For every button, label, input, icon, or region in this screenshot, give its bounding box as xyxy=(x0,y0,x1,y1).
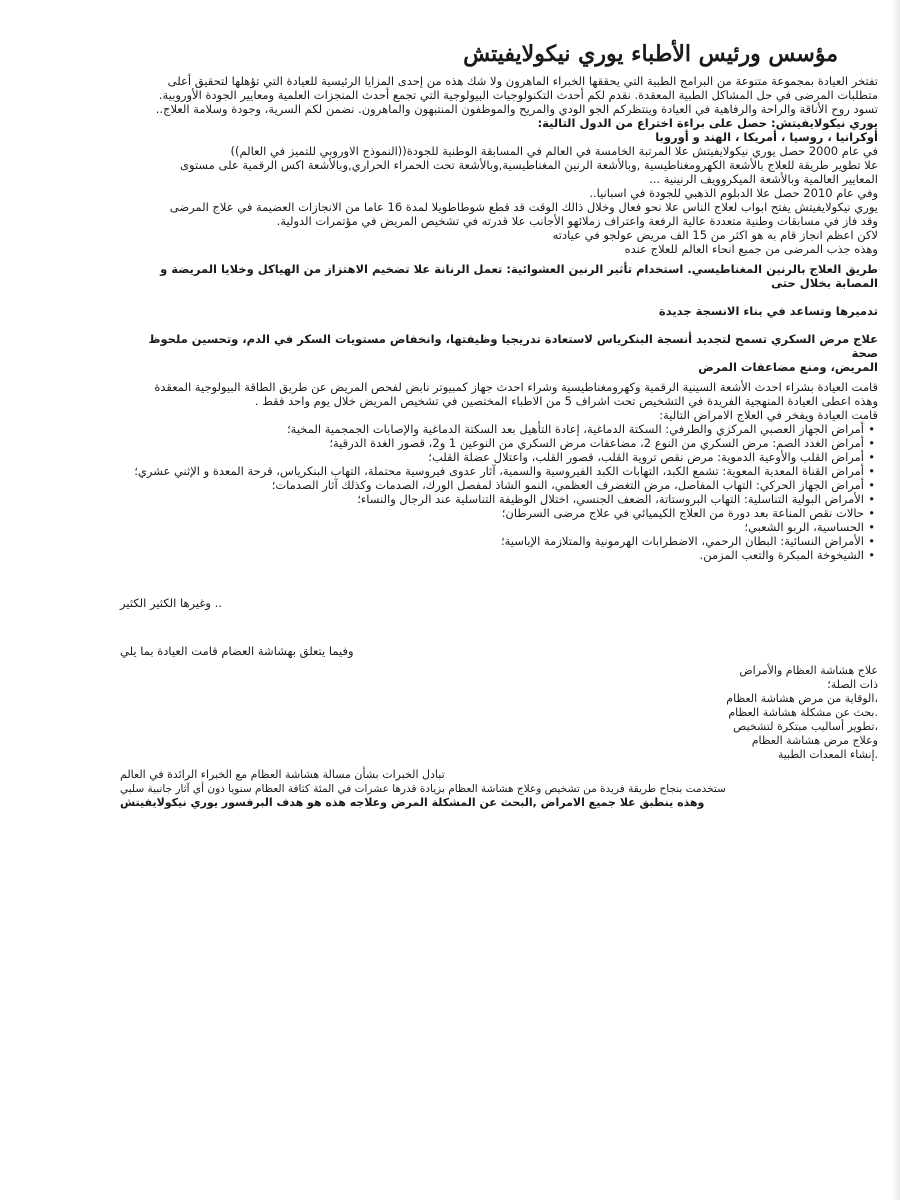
achievement-line: يوري نيكولايفيتش يفتح ابواب لعلاج الناس علا نحو فعال وخلال ذالك الوقت قد قطع شوطاطويلا لمدة 16 عاما من الانجازات العضيمة في علاج المرضى xyxy=(169,200,878,214)
achievement-line: وقد فاز في مسابقات وطنية متعددة عالية الرفعة واعتراف زملائهو الأجانب علا قدرته في تشخيص المريض في مؤتمرات الدولية. xyxy=(276,214,878,228)
resonance-line: طريق العلاج بالرنين المغناطيسي. استخدام تأثير الرنين العشوائية: تعمل الرنانة علا تضخيم الاهتزاز من الهياكل وخلايا المريضة و المصابة بخلال حتى xyxy=(160,262,878,290)
closing-line: تبادل الخبرات بشأن مسالة هشاشة العظام مع الخبراء الرائدة في العالم xyxy=(120,768,445,781)
achievement-line: وفي عام 2010 حصل علا الدبلوم الذهبي للجودة في اسبانيا.. xyxy=(589,186,878,200)
equipment-line: وهذه اعطى العيادة المنهجية الفريدة في التشخيص تحت اشراف 5 من الاطباء المختصين في تشخيص المريض خلال يوم واحد فقط . xyxy=(254,394,878,408)
list-item: • الحساسية، الربو الشعبي؛ xyxy=(120,520,864,534)
patent-countries: أوكرانيا ، روسيا ، أمريكا ، الهند و أوروبا xyxy=(655,130,878,144)
list-item: .بحث عن مشكلة هشاشة العظام xyxy=(728,706,878,719)
intro-line: تفتخر العيادة بمجموعة متنوعة من البرامج الطبية التي يحققها الخبراء الماهرون ولا شك هذه من إحدى المزايا الرئيسية للعيادة التي تؤهلها لتحقيق أعلى xyxy=(167,74,878,88)
list-item: • أمراض القلب والأوعية الدموية: مرض نقص تروية القلب، قصور القلب، واعتلال عضلة القلب؛ xyxy=(120,450,864,464)
achievement-line: في عام 2000 حصل يوري نيكولايفيتش علا المرتبة الخامسة في العالم في المسابقة الوطنية للجودة((النموذج الاوروبي للتميز في العالم)) xyxy=(230,144,878,158)
list-item: ،تطوير أساليب مبتكرة لتشخيص وعلاج مرض هشاشة العظام xyxy=(733,720,878,747)
intro-line: متطلبات المرضى في حل المشاكل الطبية المعقدة. نقدم لكم أحدث التكنولوجيات البيولوجية التي تجمع أحدث المنجزات العلمية ومعايير الجودة الأوروبية. xyxy=(158,88,878,102)
list-item: • أمراض الجهاز الحركي: التهاب المفاصل، مرض التغضرف العظمي، النمو الشاذ لمفصل الورك، الصدمات وكذلك آثار الصدمات؛ xyxy=(120,478,864,492)
page-edge-shadow xyxy=(892,0,900,1200)
list-item: • أمراض الغدد الصم: مرض السكري من النوع 2، مضاعفات مرض السكري من النوعين 1 و2، قصور الغدة الدرقية؛ xyxy=(120,436,864,450)
list-item: • الأمراض البولية التناسلية: التهاب البروستاتة، الضعف الجنسي، اختلال الوظيفة التناسلية عند الرجال والنساء؛ xyxy=(120,492,864,506)
etc-line: .. وغيرها الكثير الكثير xyxy=(120,596,222,610)
closing-line: ستخدمت بنجاح طريقة فريدة من تشخيص وعلاج هشاشة العظام بزيادة قدرها عشرات في المئة كثافة العظام سنويا دون أي آثار جانبية سلبي xyxy=(120,783,726,795)
achievement-line: وهذه جذب المرضى من جميع انحاء العالم للعلاج عنده xyxy=(624,242,878,256)
closing-section xyxy=(120,768,878,810)
list-item: علاج هشاشة العظام والأمراض ذات الصلة؛ xyxy=(739,664,878,691)
achievement-line: لاكن اعظم انجاز قام به هو اكثر من 15 الف مريض عولجو في عيادته xyxy=(552,228,878,242)
equipment-line: قامت العيادة بشراء احدث الأشعة السينية الرقمية وكهرومغناطيسية وشراء احدث جهاز كمبيوتر نابض لفحص المريض عن طريق الطاقة البيولوجية المعقدة xyxy=(154,380,878,394)
equipment-section xyxy=(120,380,878,422)
list-item: .إنشاء المعدات الطبية xyxy=(777,748,878,761)
intro-line: تسود روح الأناقة والراحة والرفاهية في العيادة وينتظركم الجو الودي والمريح والموظفون المنتبهون والماهرون. نضمن لكم السرية، وجودة وسلامة العلاج.. xyxy=(155,102,878,116)
closing-line: وهذه ينطبق علا جميع الامراض ,البحث عن المشكلة المرض وعلاجه هذه هو هدف البرفسور يوري نيكولايفيتش xyxy=(120,796,705,809)
list-item: • حالات نقص المناعة بعد دورة من العلاج الكيميائي في علاج مرضى السرطان؛ xyxy=(120,506,864,520)
equipment-line: قامت العيادة ويفخر في العلاج الامراض التالية: xyxy=(659,408,878,422)
diabetes-line: المريض، ومنع مضاعفات المرض xyxy=(698,360,878,374)
list-item: • الشيخوخة المبكرة والتعب المزمن. xyxy=(120,548,864,562)
list-item: • الأمراض النسائية: البطان الرحمي، الاضطرابات الهرمونية والمتلازمة الإياسية؛ xyxy=(120,534,864,548)
achievement-line: علا تطوير طريقة للعلاج بالأشعة الكهرومغناطيسية ,وبالأشعة الرنين المغناطيسية,وبالأشعة تحت الحمراء الحراري,وبالأشعة اكس الرقمية على مستوى xyxy=(180,158,878,172)
list-item: • أمراض القناة المعدية المعوية: تشمع الكبد، التهابات الكبد الفيروسية والسمية، آثار عدوى فيروسية محتملة، التهاب البنكرياس، قرحة المعدة و الإثني عشري؛ xyxy=(120,464,864,478)
page-title: مؤسس ورئيس الأطباء يوري نيكولايفيتش xyxy=(463,41,838,67)
diseases-list xyxy=(120,422,878,562)
resonance-line: تدميرها وتساعد في بناء الانسجة جديدة xyxy=(658,304,878,318)
intro-section xyxy=(120,74,878,116)
list-item: ،الوقاية من مرض هشاشة العظام xyxy=(726,692,878,705)
list-item: • أمراض الجهاز العصبي المركزي والطرفي: السكتة الدماغية، إعادة التأهيل بعد السكتة الدماغية والإصابات الجمجمية المخية؛ xyxy=(120,422,864,436)
achievements-section xyxy=(120,144,878,256)
achievement-line: المعايير العالمية وبالأشعة الميكروويف الرنينية ... xyxy=(649,172,878,186)
patent-heading: يوري نيكولايفيتش: حصل على براءة اختراع من الدول التالية: xyxy=(537,116,878,130)
osteo-list xyxy=(120,664,878,762)
diabetes-line: علاج مرض السكري تسمح لتجديد أنسجة البنكرياس لاستعادة تدريجيا وظيفتها، وانخفاض مستويات السكر في الدم، وتحسين ملحوظ صحة xyxy=(148,332,878,360)
document-body xyxy=(120,40,878,810)
osteo-intro: وفيما يتعلق بهشاشة العضام قامت العيادة بما يلي xyxy=(120,644,354,658)
